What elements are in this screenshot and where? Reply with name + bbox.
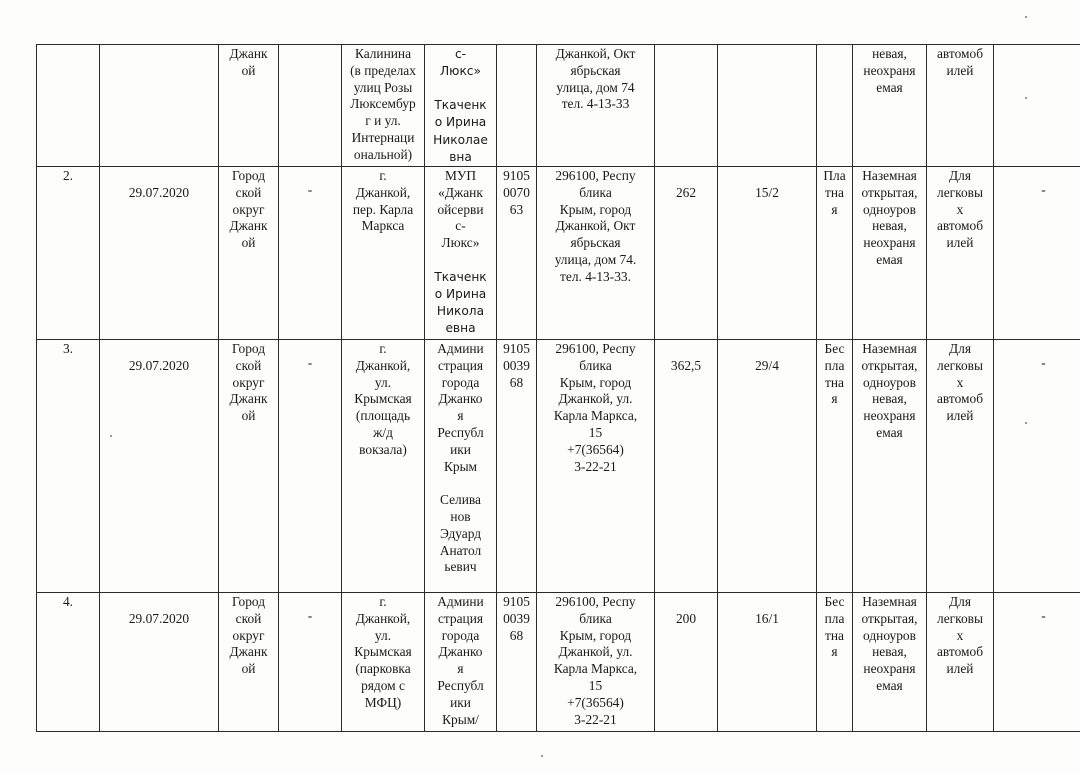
- cell-line: Наземная: [862, 168, 917, 184]
- cell-line: МФЦ): [364, 694, 402, 710]
- cell-line: 296100, Респу: [555, 168, 636, 184]
- cell-line: округ: [232, 627, 265, 643]
- cell-line: Для: [949, 594, 971, 610]
- cell-text: 15/2: [755, 185, 779, 201]
- cell-hyphen: [279, 340, 342, 593]
- cell-line: я: [831, 201, 838, 217]
- cell-text: 29.07.2020: [128, 611, 190, 627]
- cell-line: Джанк: [229, 391, 268, 407]
- cell-line: [427, 252, 494, 269]
- cell-line: ул.: [374, 374, 392, 390]
- cell-line: тел. 4-13-33: [561, 96, 630, 112]
- table-row: [37, 167, 1080, 340]
- cell-line: страция: [437, 357, 484, 373]
- cell-line: Наземная: [862, 594, 917, 610]
- cell-line: Крым, город: [559, 374, 632, 390]
- cell-line: я: [831, 644, 838, 660]
- cell-inn: [497, 593, 537, 732]
- cell-line: емая: [876, 79, 903, 95]
- cell-line: Эдуард: [439, 525, 482, 541]
- cell-line: Республ: [437, 678, 484, 693]
- scan-speck: [1025, 97, 1027, 99]
- cell-line: (площадь: [355, 408, 411, 424]
- cell-line: ой: [241, 235, 256, 251]
- cell-number: [37, 593, 100, 732]
- cell-date: [100, 167, 219, 340]
- cell-hyphen: [994, 45, 1080, 167]
- cell-line: Ткаченк: [434, 269, 487, 284]
- scan-speck: [1025, 16, 1027, 18]
- cell-line: рядом с: [361, 678, 405, 693]
- table-row: [37, 593, 1080, 732]
- cell-address: [342, 45, 425, 167]
- cell-hyphen: [279, 45, 342, 167]
- cell-line: округ: [232, 374, 265, 390]
- cell-line: Люкс»: [440, 64, 481, 79]
- cell-line: 0070: [503, 184, 530, 200]
- cell-line: ой: [241, 661, 256, 677]
- cell-text: 262: [675, 185, 697, 201]
- cell-line: илей: [946, 62, 974, 78]
- cell-line: (в пределах: [350, 62, 416, 78]
- cell-line: г.: [379, 341, 387, 357]
- cell-owner: [425, 167, 497, 340]
- cell-inn: [497, 45, 537, 167]
- cell-line: Джанкой, Окт: [555, 218, 636, 234]
- cell-line: с-: [454, 47, 467, 61]
- cell-hyphen: [994, 167, 1080, 340]
- cell-line: Крым, город: [559, 201, 632, 217]
- cell-line: улиц Розы: [353, 79, 413, 95]
- cell-owner: [425, 45, 497, 167]
- cell-parking-type: [853, 167, 927, 340]
- cell-line: Наземная: [862, 341, 917, 357]
- cell-line: +7(36564): [567, 694, 624, 710]
- cell-line: страция: [437, 610, 484, 626]
- cell-hyphen: [994, 340, 1080, 593]
- cell-line: 296100, Респу: [555, 594, 636, 610]
- cell-line: Крым: [443, 458, 478, 474]
- cell-hyphen: [279, 593, 342, 732]
- cell-line: тна: [825, 184, 844, 200]
- cell-line: Никола: [436, 304, 485, 319]
- cell-area: [655, 593, 718, 732]
- cell-number: [37, 167, 100, 340]
- cell-line: Админи: [437, 594, 484, 610]
- cell-line: Крым, город: [559, 627, 632, 643]
- cell-line: пла: [824, 610, 845, 626]
- cell-text: -: [1041, 608, 1046, 624]
- scan-speck: [110, 435, 112, 437]
- cell-line: г и ул.: [365, 113, 401, 129]
- cell-line: Джанкой,: [355, 357, 411, 373]
- cell-purpose: [927, 340, 994, 593]
- cell-line: улица, дом 74.: [554, 252, 637, 267]
- cell-line: блика: [579, 357, 612, 373]
- cell-line: Админи: [437, 341, 484, 357]
- cell-line: Джанко: [438, 644, 483, 660]
- cell-places: [718, 340, 817, 593]
- cell-line: Бес: [824, 341, 845, 357]
- cell-line: ой: [241, 62, 256, 78]
- cell-text: -: [1041, 355, 1046, 371]
- cell-parking-type: [853, 45, 927, 167]
- cell-line: Люкс»: [441, 235, 480, 251]
- cell-line: ики: [450, 441, 471, 457]
- cell-line: илей: [946, 408, 974, 424]
- cell-line: ской: [235, 184, 262, 200]
- cell-owner: [425, 340, 497, 593]
- cell-line: тна: [825, 627, 844, 643]
- cell-line: (парковка: [355, 661, 411, 677]
- cell-line: Город: [231, 594, 266, 610]
- cell-contacts: [537, 167, 655, 340]
- cell-line: неохраня: [863, 62, 916, 78]
- cell-line: одноуров: [863, 201, 916, 217]
- cell-line: г.: [379, 594, 387, 610]
- cell-line: емая: [876, 252, 903, 267]
- cell-line: г.: [379, 168, 387, 184]
- cell-line: илей: [946, 235, 974, 251]
- cell-text: 29.07.2020: [128, 358, 190, 374]
- cell-area: [655, 167, 718, 340]
- cell-line: Джанко: [438, 391, 483, 407]
- cell-line: Город: [231, 168, 266, 184]
- cell-contacts: [537, 340, 655, 593]
- cell-payment: [817, 167, 853, 340]
- cell-line: х: [956, 374, 964, 390]
- cell-district: [219, 593, 279, 732]
- cell-line: ябрьская: [570, 62, 621, 78]
- cell-line: блика: [579, 610, 612, 626]
- cell-line: пер. Карла: [352, 201, 414, 217]
- cell-line: о Ирина: [434, 115, 487, 130]
- cell-line: улица, дом 74: [556, 79, 635, 95]
- cell-line: [427, 80, 494, 97]
- cell-line: Джанк: [229, 218, 268, 234]
- cell-purpose: [927, 45, 994, 167]
- cell-line: ской: [235, 357, 262, 373]
- cell-line: 63: [509, 201, 524, 217]
- cell-line: легковы: [937, 357, 983, 373]
- cell-line: тна: [825, 374, 844, 390]
- cell-line: невая,: [872, 644, 907, 660]
- cell-line: Калинина: [354, 46, 412, 61]
- cell-line: вна: [449, 149, 472, 164]
- cell-places: [718, 45, 817, 167]
- cell-text: 16/1: [755, 611, 779, 627]
- cell-line: Николае: [433, 132, 488, 147]
- cell-parking-type: [853, 593, 927, 732]
- cell-line: илей: [946, 661, 974, 677]
- cell-line: Для: [949, 341, 971, 357]
- cell-text: 200: [675, 611, 697, 627]
- scan-speck: [541, 755, 543, 757]
- cell-line: автомоб: [936, 218, 984, 234]
- cell-line: Крымская: [354, 644, 412, 660]
- cell-line: 15: [588, 425, 603, 440]
- cell-line: автомоб: [936, 46, 984, 61]
- cell-line: Джанкой, Окт: [555, 46, 636, 61]
- cell-line: я: [457, 408, 464, 424]
- cell-date: [100, 45, 219, 167]
- cell-text: 3.: [62, 341, 74, 357]
- cell-line: неохраня: [863, 408, 916, 424]
- cell-line: [427, 475, 494, 492]
- cell-line: города: [441, 374, 480, 390]
- cell-line: +7(36564): [567, 441, 624, 457]
- cell-line: ьевич: [444, 559, 477, 575]
- cell-line: одноуров: [863, 627, 916, 643]
- cell-line: Бес: [824, 594, 845, 610]
- cell-district: [219, 340, 279, 593]
- cell-line: х: [956, 201, 964, 217]
- cell-text: 29/4: [755, 358, 779, 374]
- cell-line: 0039: [503, 357, 530, 373]
- cell-line: неохраня: [863, 661, 916, 677]
- cell-line: ж/д: [373, 425, 393, 440]
- cell-line: Анатол: [439, 542, 482, 558]
- cell-line: ональной): [353, 146, 413, 162]
- cell-payment: [817, 593, 853, 732]
- cell-line: одноуров: [863, 374, 916, 390]
- cell-line: Ткаченк: [434, 98, 487, 113]
- cell-line: блика: [579, 184, 612, 200]
- cell-line: легковы: [937, 610, 983, 626]
- parking-registry-table: [36, 44, 1080, 732]
- cell-line: города: [441, 627, 480, 643]
- cell-line: пла: [824, 357, 845, 373]
- cell-line: невая,: [872, 218, 907, 234]
- cell-payment: [817, 45, 853, 167]
- cell-line: автомоб: [936, 391, 984, 407]
- cell-line: я: [457, 661, 464, 677]
- cell-line: Город: [231, 341, 266, 357]
- cell-area: [655, 340, 718, 593]
- cell-payment: [817, 340, 853, 593]
- cell-line: Джанкой,: [355, 184, 411, 200]
- cell-text: -: [307, 608, 313, 624]
- cell-line: ойсерви: [437, 201, 484, 217]
- cell-line: Крым/: [442, 711, 479, 727]
- cell-line: о Ирина: [434, 287, 487, 301]
- cell-line: Джанкой, ул.: [558, 391, 633, 407]
- cell-line: Джанк: [229, 644, 268, 660]
- table-row: [37, 340, 1080, 593]
- cell-inn: [497, 340, 537, 593]
- cell-line: тел. 4-13-33.: [560, 268, 631, 284]
- cell-line: 9105: [503, 168, 530, 184]
- cell-contacts: [537, 45, 655, 167]
- cell-owner: [425, 593, 497, 732]
- cell-places: [718, 593, 817, 732]
- cell-line: 0039: [503, 610, 530, 626]
- cell-line: вокзала): [359, 441, 407, 457]
- cell-number: [37, 45, 100, 167]
- cell-line: открытая,: [861, 184, 918, 200]
- cell-line: 296100, Респу: [555, 341, 636, 357]
- cell-text: -: [1041, 182, 1046, 198]
- cell-line: Джанкой, ул.: [558, 644, 633, 660]
- cell-line: я: [831, 391, 838, 407]
- cell-places: [718, 167, 817, 340]
- cell-line: Селива: [440, 492, 481, 508]
- table-row: [37, 45, 1080, 167]
- cell-contacts: [537, 593, 655, 732]
- cell-line: легковы: [937, 184, 983, 200]
- cell-address: [342, 167, 425, 340]
- cell-line: Карла Маркса,: [553, 661, 638, 677]
- cell-line: неохраня: [863, 235, 916, 251]
- cell-line: автомоб: [936, 644, 984, 660]
- cell-line: евна: [445, 321, 476, 336]
- scan-speck: [1025, 422, 1027, 424]
- cell-text: -: [307, 355, 313, 371]
- cell-address: [342, 340, 425, 593]
- cell-line: «Джанк: [438, 184, 483, 200]
- cell-line: нов: [450, 508, 471, 524]
- cell-line: невая,: [872, 391, 907, 407]
- cell-line: ской: [235, 610, 262, 626]
- cell-text: 4.: [62, 594, 74, 610]
- cell-line: Маркса: [361, 218, 405, 234]
- cell-text: -: [307, 182, 313, 198]
- cell-line: 15: [588, 678, 603, 693]
- cell-line: Люксембур: [350, 96, 416, 112]
- cell-line: ой: [241, 408, 256, 424]
- cell-parking-type: [853, 340, 927, 593]
- cell-address: [342, 593, 425, 732]
- cell-line: Джанкой,: [355, 610, 411, 626]
- cell-line: ики: [450, 694, 471, 710]
- cell-hyphen: [994, 593, 1080, 732]
- cell-district: [219, 167, 279, 340]
- cell-line: 68: [509, 627, 524, 643]
- cell-inn: [497, 167, 537, 340]
- cell-number: [37, 340, 100, 593]
- cell-purpose: [927, 593, 994, 732]
- cell-date: [100, 593, 219, 732]
- cell-line: 9105: [503, 341, 530, 357]
- cell-line: Джанк: [229, 46, 268, 61]
- cell-hyphen: [279, 167, 342, 340]
- cell-line: невая,: [872, 46, 907, 61]
- cell-line: 3-22-21: [574, 458, 617, 474]
- cell-line: 68: [509, 374, 524, 390]
- cell-line: ул.: [374, 627, 392, 643]
- cell-line: емая: [876, 425, 903, 440]
- cell-line: ябрьская: [570, 235, 621, 251]
- cell-text: 362,5: [670, 358, 702, 374]
- cell-line: емая: [876, 678, 903, 693]
- cell-line: Республ: [437, 425, 484, 440]
- cell-line: Интернаци: [351, 129, 415, 145]
- cell-line: Карла Маркса,: [553, 408, 638, 424]
- cell-purpose: [927, 167, 994, 340]
- cell-text: 29.07.2020: [128, 185, 190, 201]
- cell-line: открытая,: [861, 357, 918, 373]
- cell-area: [655, 45, 718, 167]
- cell-line: с-: [455, 218, 466, 234]
- cell-line: Для: [949, 168, 971, 184]
- cell-date: [100, 340, 219, 593]
- cell-line: МУП: [444, 168, 477, 184]
- cell-line: открытая,: [861, 610, 918, 626]
- cell-line: Крымская: [354, 391, 412, 407]
- cell-line: 3-22-21: [574, 711, 617, 727]
- cell-text: 2.: [62, 168, 74, 184]
- cell-line: Пла: [823, 168, 846, 184]
- cell-line: округ: [232, 201, 265, 217]
- cell-line: 9105: [503, 594, 530, 610]
- cell-district: [219, 45, 279, 167]
- cell-line: х: [956, 627, 964, 643]
